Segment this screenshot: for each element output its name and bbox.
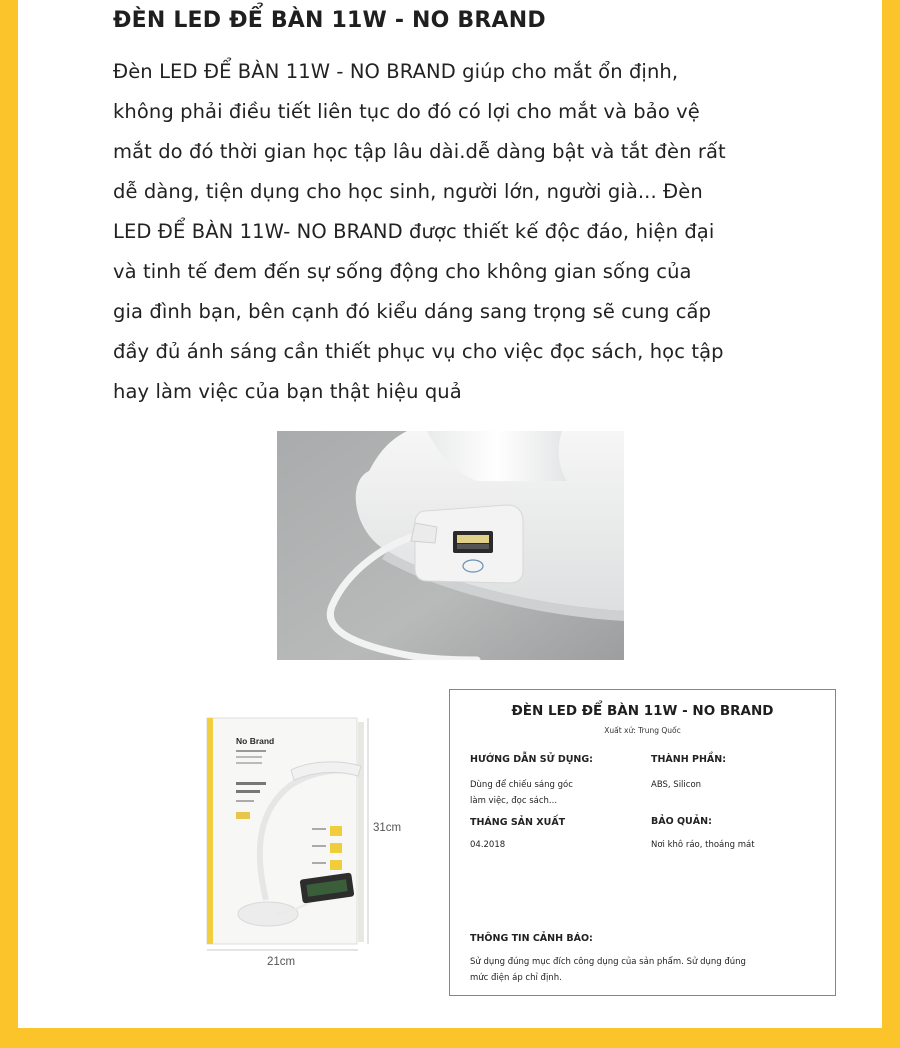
storage-value: Nơi khô ráo, thoáng mát	[651, 840, 755, 850]
warning-value	[470, 954, 746, 986]
box-height-label: 31cm	[373, 822, 402, 834]
ingredients-value: ABS, Silicon	[651, 780, 702, 790]
mfg-label: THÁNG SẢN XUẤT	[470, 817, 566, 828]
lamp-base-photo	[277, 431, 624, 660]
usage-line: Dùng để chiếu sáng góc	[470, 780, 573, 790]
description-line: và tinh tế đem đến sự sống động cho không gian sống của	[113, 260, 692, 283]
description-line: dễ dàng, tiện dụng cho học sinh, người lớn, người già... Đèn	[113, 180, 703, 203]
description-line: gia đình bạn, bên cạnh đó kiểu dáng sang trọng sẽ cung cấp	[113, 300, 712, 323]
page-title: ĐÈN LED ĐỂ BÀN 11W - NO BRAND	[113, 8, 546, 33]
description-line: không phải điều tiết liên tục do đó có lợi cho mắt và bảo vệ	[113, 100, 700, 123]
description-line: hay làm việc của bạn thật hiệu quả	[113, 380, 462, 403]
description-line: đầy đủ ánh sáng cần thiết phục vụ cho việc đọc sách, học tập	[113, 340, 724, 363]
product-info-card	[449, 689, 836, 996]
card-origin: Xuất xứ: Trung Quốc	[604, 726, 681, 735]
product-box-figure	[196, 700, 426, 980]
product-description	[113, 52, 848, 412]
description-line: Đèn LED ĐỂ BÀN 11W - NO BRAND giúp cho mắt ổn định,	[113, 60, 679, 83]
warning-line: Sử dụng đúng mục đích công dụng của sản phẩm. Sử dụng đúng	[470, 957, 746, 967]
warning-label: THÔNG TIN CẢNH BÁO:	[470, 933, 593, 944]
description-line: mắt do đó thời gian học tập lâu dài.dễ dàng bật và tắt đèn rất	[113, 140, 726, 163]
product-box-illustration	[196, 700, 426, 980]
storage-label: BẢO QUẢN:	[651, 816, 712, 827]
description-line: LED ĐỂ BÀN 11W- NO BRAND được thiết kế độc đáo, hiện đại	[113, 220, 715, 243]
usage-value	[470, 777, 573, 809]
usage-line: làm việc, đọc sách...	[470, 796, 558, 806]
warning-line: mức điện áp chỉ định.	[470, 973, 562, 983]
usage-label: HƯỚNG DẪN SỬ DỤNG:	[470, 754, 593, 765]
lamp-base-illustration	[277, 431, 624, 660]
card-title: ĐÈN LED ĐỂ BÀN 11W - NO BRAND	[511, 703, 774, 719]
box-width-label: 21cm	[267, 956, 296, 968]
box-brand-text: No Brand	[236, 736, 275, 746]
ingredients-label: THÀNH PHẦN:	[651, 754, 727, 765]
mfg-value: 04.2018	[470, 840, 506, 850]
